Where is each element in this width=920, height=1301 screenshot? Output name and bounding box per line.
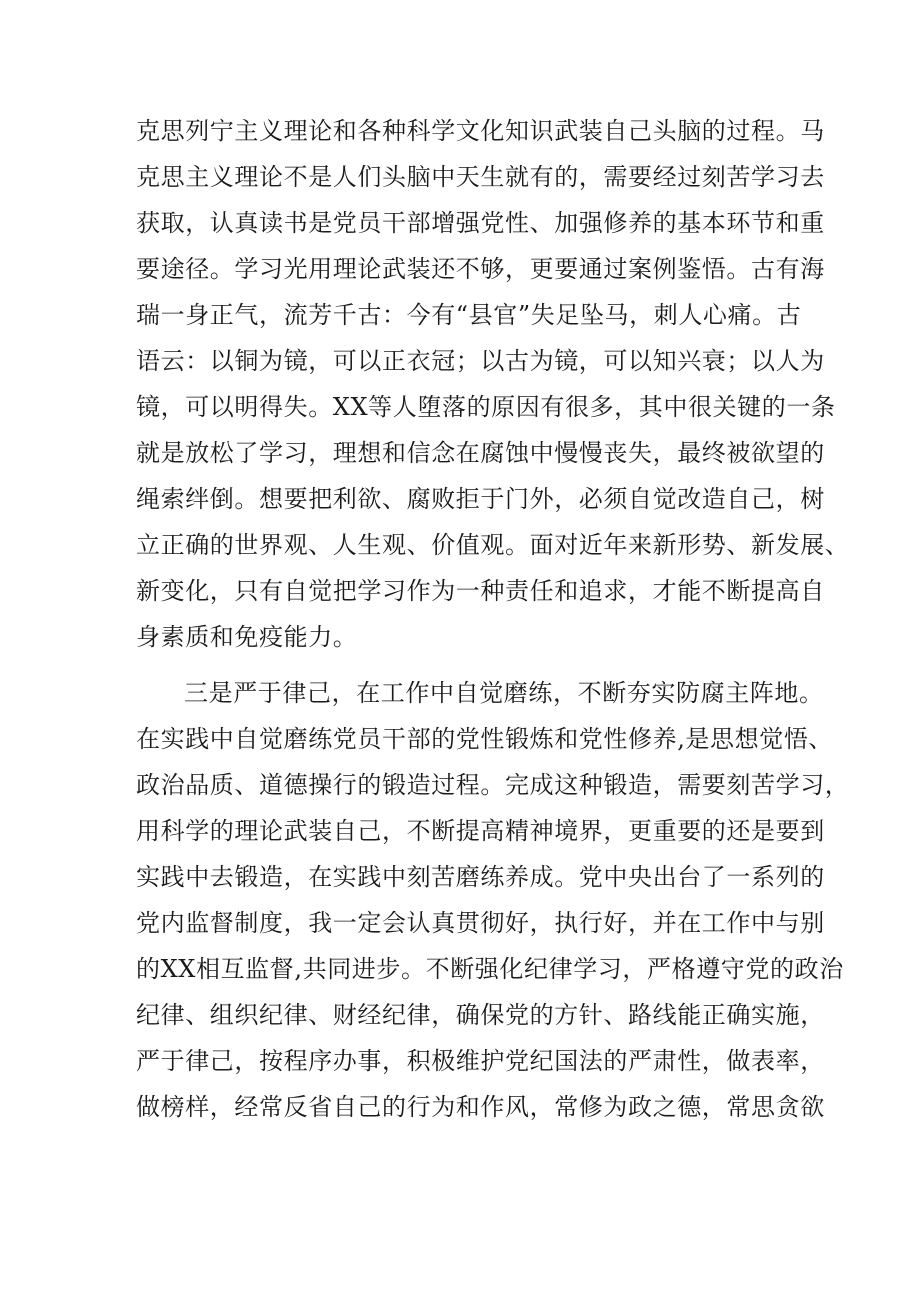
paragraph-line: 的XX相互监督,共同进步。不断强化纪律学习，严格遵守党的政治 bbox=[136, 955, 844, 983]
paragraph-line: 要途径。学习光用理论武装还不够，更要通过案例鉴悟。古有海 bbox=[136, 255, 825, 283]
paragraph-line: 克思列宁主义理论和各种科学文化知识武装自己头脑的过程。马 bbox=[136, 117, 825, 145]
paragraph-line: 用科学的理论武装自己，不断提高精神境界，更重要的还是要到 bbox=[136, 817, 825, 845]
paragraph-heading-line: 三是严于律己，在工作中自觉磨练，不断夯实防腐主阵地。 bbox=[184, 679, 824, 707]
paragraph-line: 克思主义理论不是人们头脑中天生就有的，需要经过刻苦学习去 bbox=[136, 163, 825, 191]
paragraph-line: 做榜样，经常反省自己的行为和作风，常修为政之德，常思贪欲 bbox=[136, 1093, 825, 1121]
paragraph-line: 就是放松了学习，理想和信念在腐蚀中慢慢丧失，最终被欲望的 bbox=[136, 439, 825, 467]
paragraph-spacer bbox=[136, 660, 796, 670]
document-body bbox=[136, 108, 850, 1130]
paragraph-2 bbox=[136, 670, 850, 1130]
paragraph-line: 身素质和免疫能力。 bbox=[136, 623, 358, 651]
paragraph-line: 新变化，只有自觉把学习作为一种责任和追求，才能不断提高自 bbox=[136, 577, 825, 605]
paragraph-line: 语云：以铜为镜，可以正衣冠；以古为镜，可以知兴衰；以人为 bbox=[136, 347, 825, 375]
paragraph-line: 在实践中自觉磨练党员干部的党性锻炼和党性修养,是思想觉悟、 bbox=[136, 725, 834, 753]
paragraph-line: 镜，可以明得失。XX等人堕落的原因有很多，其中很关键的一条 bbox=[136, 393, 836, 421]
paragraph-line: 实践中去锻造，在实践中刻苦磨练养成。党中央出台了一系列的 bbox=[136, 863, 825, 891]
paragraph-line: 纪律、组织纪律、财经纪律，确保党的方针、路线能正确实施， bbox=[136, 1001, 825, 1029]
paragraph-line: 瑞一身正气，流芳千古：今有“县官”失足坠马，刺人心痛。古 bbox=[136, 301, 802, 329]
paragraph-line: 党内监督制度，我一定会认真贯彻好，执行好，并在工作中与别 bbox=[136, 909, 825, 937]
paragraph-line: 立正确的世界观、人生观、价值观。面对近年来新形势、新发展、 bbox=[136, 531, 850, 559]
paragraph-line: 获取，认真读书是党员干部增强党性、加强修养的基本环节和重 bbox=[136, 209, 825, 237]
paragraph-line: 绳索绊倒。想要把利欲、腐败拒于门外，必须自觉改造自己，树 bbox=[136, 485, 825, 513]
paragraph-1 bbox=[136, 108, 850, 660]
paragraph-line: 严于律己，按程序办事，积极维护党纪国法的严肃性，做表率， bbox=[136, 1047, 825, 1075]
paragraph-line: 政治品质、道德操行的锻造过程。完成这种锻造，需要刻苦学习， bbox=[136, 771, 850, 799]
